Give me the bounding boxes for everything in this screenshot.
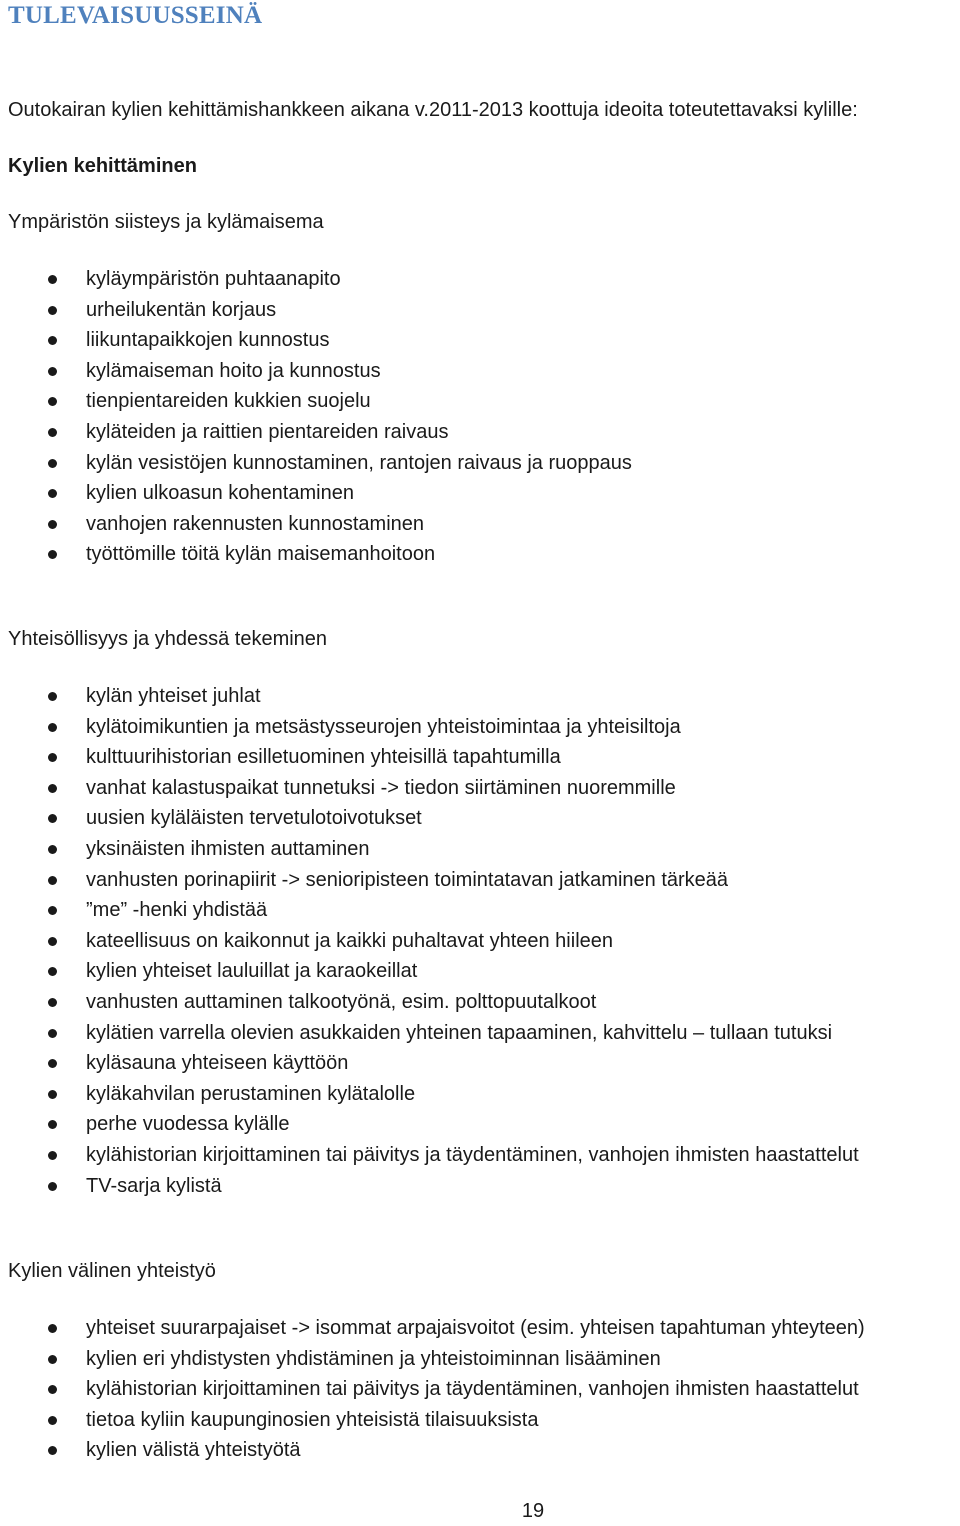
bullet-icon [48, 1182, 57, 1191]
page-title: TULEVAISUUSSEINÄ [8, 2, 263, 29]
bullet-icon [48, 692, 57, 701]
list-item [0, 539, 960, 570]
list-item-text: kylähistorian kirjoittaminen tai päivitys ja täydentäminen, vanhojen ihmisten haastattelut [86, 1143, 859, 1166]
list-item [0, 865, 960, 896]
list-item-text: vanhat kalastuspaikat tunnetuksi -> tiedon siirtäminen nuoremmille [86, 776, 676, 799]
list-item [0, 773, 960, 804]
bullet-icon [48, 814, 57, 823]
list-item [0, 1079, 960, 1110]
list-item-text: yksinäisten ihmisten auttaminen [86, 837, 370, 860]
list-item-text: kyläympäristön puhtaanapito [86, 268, 341, 290]
section-heading-community: Yhteisöllisyys ja yhdessä tekeminen [8, 628, 328, 650]
bullet-icon [48, 489, 57, 498]
list-item-text: kyläkahvilan perustaminen kylätalolle [86, 1082, 416, 1105]
list-item-text: kateellisuus on kaikonnut ja kaikki puhaltavat yhteen hiileen [86, 929, 614, 952]
main-heading: Kylien kehittäminen [8, 155, 197, 177]
list-item [0, 712, 960, 743]
list-item [0, 1140, 960, 1171]
list-item [0, 742, 960, 773]
bullet-icon [48, 1385, 57, 1394]
bullet-icon [48, 275, 57, 284]
list-item [0, 1405, 960, 1436]
list-item-text: urheilukentän korjaus [86, 298, 277, 321]
list-item-text: liikuntapaikkojen kunnostus [86, 329, 330, 352]
list-item [0, 926, 960, 957]
list-item [0, 325, 960, 356]
bullet-icon [48, 367, 57, 376]
list-item-text: ”me” -henki yhdistää [86, 899, 268, 922]
list-item-text: kylän yhteiset juhlat [86, 685, 261, 707]
list-item-text: kyläteiden ja raittien pientareiden raivaus [86, 420, 449, 443]
bullet-list-cooperation [0, 1313, 960, 1466]
list-item [0, 895, 960, 926]
bullet-icon [48, 550, 57, 559]
list-item [0, 803, 960, 834]
bullet-icon [48, 1416, 57, 1425]
page-number: 19 [521, 1500, 545, 1522]
bullet-icon [48, 876, 57, 885]
section-heading-environment: Ympäristön siisteys ja kylämaisema [8, 211, 324, 233]
bullet-icon [48, 998, 57, 1007]
list-item [0, 478, 960, 509]
bullet-icon [48, 336, 57, 345]
bullet-icon [48, 784, 57, 793]
list-item [0, 1109, 960, 1140]
list-item [0, 1313, 960, 1344]
bullet-icon [48, 306, 57, 315]
list-item [0, 295, 960, 326]
bullet-icon [48, 428, 57, 437]
list-item [0, 681, 960, 712]
bullet-icon [48, 1446, 57, 1455]
list-item [0, 834, 960, 865]
list-item [0, 1171, 960, 1202]
list-item-text: kylätien varrella olevien asukkaiden yhteinen tapaaminen, kahvittelu – tullaan tutuksi [86, 1021, 833, 1044]
list-item-text: vanhusten porinapiirit -> senioripisteen toimintatavan jatkaminen tärkeää [86, 868, 729, 891]
list-item [0, 1048, 960, 1079]
bullet-icon [48, 967, 57, 976]
bullet-icon [48, 1090, 57, 1099]
bullet-icon [48, 459, 57, 468]
bullet-icon [48, 1355, 57, 1364]
list-item [0, 264, 960, 295]
list-item [0, 1018, 960, 1049]
list-item-text: kylien eri yhdistysten yhdistäminen ja yhteistoiminnan lisääminen [86, 1347, 661, 1370]
list-item [0, 1344, 960, 1375]
list-item-text: työttömille töitä kylän maisemanhoitoon [86, 543, 436, 566]
list-item-text: kylien ulkoasun kohentaminen [86, 482, 354, 505]
bullet-list-community [0, 681, 960, 1201]
bullet-icon [48, 906, 57, 915]
list-item-text: yhteiset suurarpajaiset -> isommat arpajaisvoitot (esim. yhteisen tapahtuman yhteyteen) [86, 1317, 865, 1339]
bullet-icon [48, 1324, 57, 1333]
bullet-icon [48, 1120, 57, 1129]
bullet-icon [48, 397, 57, 406]
list-item [0, 356, 960, 387]
list-item [0, 386, 960, 417]
list-item [0, 956, 960, 987]
list-item-text: vanhusten auttaminen talkootyönä, esim. polttopuutalkoot [86, 990, 597, 1013]
list-item [0, 448, 960, 479]
list-item-text: tienpientareiden kukkien suojelu [86, 390, 371, 413]
list-item-text: kyläsauna yhteiseen käyttöön [86, 1052, 349, 1075]
list-item [0, 509, 960, 540]
bullet-icon [48, 845, 57, 854]
list-item [0, 1374, 960, 1405]
bullet-list-environment [0, 264, 960, 570]
list-item [0, 987, 960, 1018]
list-item-text: kulttuurihistorian esilletuominen yhteisillä tapahtumilla [86, 746, 561, 769]
section-heading-cooperation: Kylien välinen yhteistyö [8, 1260, 216, 1282]
bullet-icon [48, 1059, 57, 1068]
list-item-text: kylämaiseman hoito ja kunnostus [86, 359, 381, 382]
list-item-text: TV-sarja kylistä [86, 1174, 222, 1197]
bullet-icon [48, 753, 57, 762]
list-item-text: tietoa kyliin kaupunginosien yhteisistä tilaisuuksista [86, 1408, 539, 1431]
list-item-text: kylähistorian kirjoittaminen tai päivitys ja täydentäminen, vanhojen ihmisten haastattelut [86, 1378, 859, 1401]
list-item [0, 417, 960, 448]
list-item-text: kylän vesistöjen kunnostaminen, rantojen raivaus ja ruoppaus [86, 451, 632, 474]
intro-text: Outokairan kylien kehittämishankkeen aikana v.2011-2013 koottuja ideoita toteutettavaksi kylille: [8, 99, 858, 121]
list-item-text: vanhojen rakennusten kunnostaminen [86, 512, 425, 535]
list-item-text: kylätoimikuntien ja metsästysseurojen yhteistoimintaa ja yhteisiltoja [86, 715, 681, 738]
list-item-text: kylien yhteiset lauluillat ja karaokeillat [86, 960, 418, 983]
bullet-icon [48, 937, 57, 946]
bullet-icon [48, 1029, 57, 1038]
list-item [0, 1435, 960, 1466]
list-item-text: kylien välistä yhteistyötä [86, 1439, 301, 1462]
bullet-icon [48, 1151, 57, 1160]
bullet-icon [48, 520, 57, 529]
list-item-text: uusien kyläläisten tervetulotoivotukset [86, 807, 422, 830]
list-item-text: perhe vuodessa kylälle [86, 1113, 290, 1136]
bullet-icon [48, 723, 57, 732]
